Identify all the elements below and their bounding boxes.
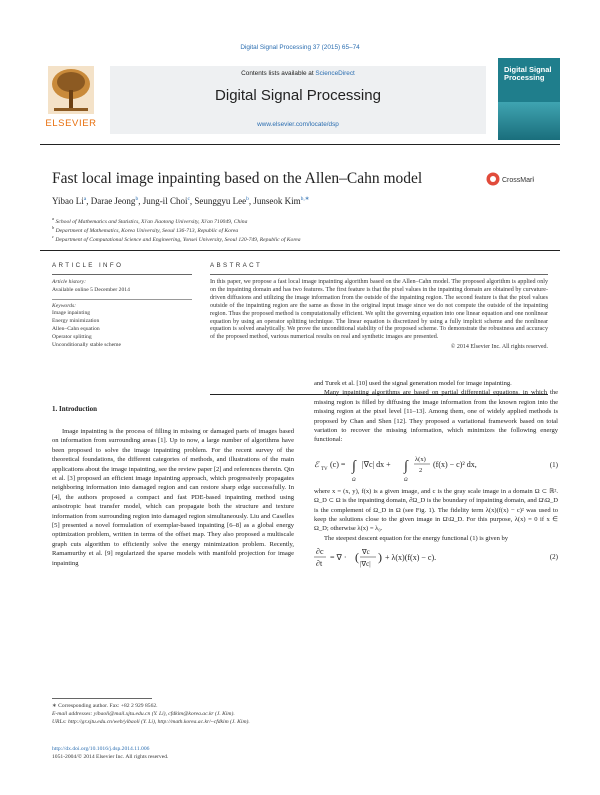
equation-number: (1) (549, 460, 558, 469)
svg-text:(: ( (355, 550, 359, 565)
svg-text:∂c: ∂c (316, 547, 324, 557)
author-name: Seunggyu Lee (194, 196, 247, 206)
svg-text:ℰ: ℰ (314, 459, 319, 469)
crossmark-badge[interactable] (486, 171, 534, 187)
elsevier-tree-icon (48, 66, 94, 114)
svg-text:Ω: Ω (404, 477, 408, 483)
abstract-copyright: © 2014 Elsevier Inc. All rights reserved. (450, 344, 548, 351)
keyword: Unconditionally stable scheme (52, 341, 121, 348)
keyword: Operator splitting (52, 333, 92, 340)
section-heading: 1. Introduction (52, 405, 97, 413)
author-name: Jung-il Choi (142, 196, 188, 206)
author-name: Junseok Kim (253, 196, 301, 206)
author-name: Darae Jeong (90, 196, 136, 206)
svg-text:∫: ∫ (352, 458, 356, 474)
journal-title: Digital Signal Processing (215, 87, 381, 104)
history-label: Article history: (52, 279, 87, 285)
cover-stripe (498, 102, 560, 140)
author-urls[interactable]: URLs: http://gr.xjtu.edu.cn/web/yibaoli (Y. Li), http://math.korea.ac.kr/~cfdkim (J. Kim). (52, 719, 250, 725)
journal-cover-image (498, 58, 560, 140)
journal-banner (110, 66, 486, 134)
article-info (52, 262, 192, 349)
footnotes (52, 702, 294, 726)
author-name: Yibao Li (52, 196, 84, 206)
affiliation-rule (40, 250, 560, 251)
sciencedirect-link[interactable]: ScienceDirect (315, 70, 355, 77)
keyword: Allen–Cahn equation (52, 325, 100, 332)
elsevier-wordmark: ELSEVIER (45, 118, 97, 129)
svg-text:(c) =: (c) = (330, 459, 346, 469)
journal-url-link[interactable]: www.elsevier.com/locate/dsp (257, 121, 339, 128)
keyword: Energy minimization (52, 318, 100, 325)
contents-line (110, 70, 486, 77)
body-paragraph: The steepest descent equation for the energy functional (1) is given by (324, 534, 509, 542)
footnote-rule (52, 698, 152, 699)
corresponding-author-note: ∗ Corresponding author. Fax: +82 2 929 8562. (52, 703, 158, 709)
svg-text:|∇c| dx +: |∇c| dx + (362, 459, 391, 469)
body-left-column (52, 405, 294, 568)
doi-link[interactable]: http://dx.doi.org/10.1016/j.dsp.2014.11.006 (52, 746, 150, 752)
header-rule (40, 144, 560, 145)
abstract-text: In this paper, we propose a fast local image inpainting algorithm based on the Allen–Cahn model. The proposed algorithm is applied only on the inpainting domain and has two features. The first feature is that the pixel values in the inpainting domain are obtained by curvature-driven diffusions and utilizing the image information from the outside of the inpainting region. The second feature is that the pixel values outside of the inpainting region are the same as those in the original input image since we do not compute the outside of the inpainting region. Thus the proposed method is computationally efficient. We split the governing equation into one linear equation and one nonlinear equation by using an operator splitting technique. The linear equation is discretized by using a fully implicit scheme and the nonlinear equation is solved analytically. We prove the unconditional stability of the proposed scheme. To demonstrate the robustness and accuracy of the proposed method, various numerical results on real and synthetic images are presented. (210, 279, 548, 341)
affiliation: $^a$ School of Mathematics and Statistics, Xi'an Jiaotong University, Xi'an 710049, China (52, 216, 248, 225)
abstract-heading: ABSTRACT (210, 262, 263, 269)
article-meta-footer (52, 745, 312, 761)
author-sup[interactable]: b (135, 196, 139, 202)
equation-1-formula (314, 445, 534, 487)
body-paragraph: and Turek et al. [10] used the signal generation model for image inpainting. (314, 380, 512, 387)
contents-prefix: Contents lists available at (241, 70, 316, 77)
body-right-column (314, 380, 558, 573)
email-addresses[interactable]: E-mail addresses: yibaoli@mail.xjtu.edu.cn (Y. Li), cfdkim@korea.ac.kr (J. Kim). (52, 711, 235, 717)
svg-text:∇c: ∇c (362, 548, 370, 557)
svg-text:λ(x): λ(x) (415, 455, 426, 463)
svg-text:= ∇ ·: = ∇ · (330, 553, 347, 563)
keywords-label: Keywords: (52, 302, 77, 309)
svg-text:TV: TV (321, 466, 328, 472)
info-rule (52, 274, 192, 275)
svg-text:∂t: ∂t (316, 559, 323, 569)
issn-line: 1051-2004/© 2014 Elsevier Inc. All rights reserved. (52, 754, 169, 760)
crossmark-label: CrossMark (502, 177, 534, 184)
keyword: Image inpainting (52, 310, 91, 317)
affiliation: $^b$ Department of Mathematics, Korea University, Seoul 136-713, Republic of Korea (52, 225, 239, 234)
author-sup[interactable]: c (187, 196, 190, 202)
author-sup[interactable]: b (246, 196, 249, 202)
crossmark-icon (486, 171, 534, 187)
abstract-rule (210, 274, 548, 275)
author-list: Yibao Li$^a$, Darae Jeong$^b$, Jung-il Choi$^c$, Seunggyu Lee$^b$, Junseok Kim$^{b,∗}$ (52, 196, 310, 206)
abstract-section (210, 262, 548, 350)
paper-title: Fast local image inpainting based on the Allen–Cahn model (52, 170, 423, 187)
cover-title: Digital Signal Processing (504, 65, 552, 82)
history-value: Available online 5 December 2014 (52, 286, 130, 293)
svg-text:+ λ(x)(f(x) − c).: + λ(x)(f(x) − c). (385, 553, 437, 563)
affiliation: $^c$ Department of Computational Science and Engineering, Yonsei University, Seoul 120-749, Republic of Korea (52, 234, 301, 243)
author-sup[interactable]: a (83, 196, 87, 202)
equation-2 (314, 543, 558, 573)
elsevier-logo (40, 66, 102, 140)
equation-2-formula (314, 543, 534, 573)
svg-text:(f(x) − c)² dx,: (f(x) − c)² dx, (433, 459, 477, 469)
article-info-heading: ARTICLE INFO (52, 262, 124, 269)
equation-number: (2) (549, 553, 558, 562)
svg-text:|∇c|: |∇c| (360, 560, 371, 569)
svg-text:∫: ∫ (404, 458, 408, 474)
author-sup[interactable]: b,∗ (300, 196, 310, 202)
body-paragraph: where x = (x, y), f(x) is a given image, and c is the gray scale image in a domain Ω ⊂ ℝ². Ω_D ⊂ Ω is the inpainting domain, ∂Ω_D is the boundary of inpainting domain, and Ω\Ω_D is the complement of Ω_D in Ω (see Fig. 1). The fidelity term λ(x)(f(x) − c)² was used to keep the solutions close to the given image in Ω\Ω_D. For this purpose, λ(x) = 0 if x ∈ Ω_D; otherwise λ(x) = λ₀. (314, 487, 558, 533)
svg-text:Ω: Ω (352, 477, 356, 483)
journal-header (40, 58, 560, 140)
body-paragraph: Image inpainting is the process of filling in missing or damaged parts of images based on information from surrounding areas [1]. Up to now, a large number of algorithms have been proposed to solve the image inpainting problem. For the recent survey of the theoretical foundations, the different categories of methods, and illustrations of the main applications about the image inpainting, see the review paper [2] and references therein. Qin et al. [3] proposed an efficient image inpainting approach, which progressively propagates neighboring information into damaged region and can restore sharp edge successfully. In [4], the authors proposed a compact and fast PDE-based inpainting method using anisotropic heat transfer model, which can propagate both the structure and texture information from surrounding region into damaged region simultaneously. Liu and Caselles [5] presented a novel formulation of exemplar-based inpainting [6–8] as a global energy optimization problem, written in terms of the offset map. They also proposed a multiscale graph cuts algorithm to efficiently solve the energy minimization problem. Recently, Ramamurthy et al. [9] regularized the sparse models with manifold projection for image inpainting (52, 428, 294, 567)
info-rule (52, 299, 192, 300)
body-paragraph: Many inpainting algorithms are based on partial differential equations, in which the missing region is filled by diffusing the image information from the known region into the missing region at the pixel level [11–13]. Among them, one of widely applied methods is proposed by Chan and Shen [12]. They proposed a variational framework based on total variation to recover the missing information, which minimizes the following energy functional: (314, 389, 558, 444)
svg-text:2: 2 (419, 466, 423, 474)
equation-1 (314, 445, 558, 487)
svg-text:): ) (378, 550, 382, 565)
journal-reference[interactable]: Digital Signal Processing 37 (2015) 65–74 (240, 44, 360, 51)
